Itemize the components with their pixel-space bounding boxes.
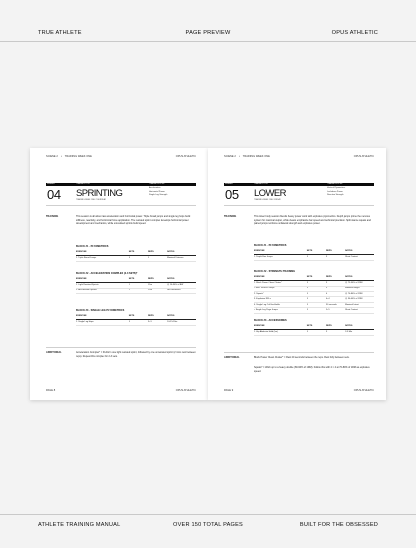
page-header [46,155,196,159]
additional-label: ADDITIONAL [224,356,240,359]
top-bar [0,0,416,42]
brand-label: OPUS ATHLETIC [175,155,196,158]
column-header: REPS [148,251,167,255]
bar-number-label: NUMBER [47,183,55,186]
page-footer [224,389,374,393]
exercise-table [254,276,374,313]
notes-cell: Maximal Intent [345,302,374,307]
column-header: SETS [129,251,148,255]
training-focus-list [149,187,167,198]
column-header: NOTES [345,250,374,254]
footer-center-label: OVER 150 TOTAL PAGES [173,522,243,528]
exercise-block [254,319,374,336]
block-title: BLOCK #1 - PLYOMETRICS [76,245,109,248]
table-row [76,256,196,261]
sets-cell: 3 [129,256,148,261]
brand-label: OPUS ATHLETIC [175,388,196,392]
breadcrumb [46,155,92,159]
reps-cell: 4+4 [326,297,345,302]
reps-cell: 4 [326,292,345,297]
column-header: EXERCISE [254,250,307,254]
page-preview-left [30,148,208,400]
focus-item: Vertical Plyometrics [327,187,346,189]
header-left-label: TRUE ATHLETE [38,30,82,36]
sets-cell: 3 [129,320,148,325]
exercise-table [76,278,196,294]
exercise-block [254,270,374,314]
exercise-table [76,251,196,261]
reps-cell: 3 [326,286,345,291]
page-number: PAGE 8 [46,388,56,392]
divider [46,347,196,348]
sets-cell: 3 [307,308,326,313]
column-header: EXERCISE [76,315,129,319]
sets-cell: 3 [307,302,326,307]
column-header: SETS [129,315,148,319]
column-header: REPS [326,250,345,254]
column-header: REPS [326,276,345,280]
table-row [76,288,196,293]
additional-notes: Acceleration Complex* = Perform one light resisted sprint, followed by one unresisted sprint (2 mins rest between reps). Repeat this complex for 2-3 sets. [76,351,196,358]
column-header: NOTES [345,325,374,329]
session-subtitle: TRAINING WEEK ONE / FRIDAY [254,199,281,201]
notes-cell: @ 75-90% of 1RM [345,281,374,286]
block-title: BLOCK #3 - SINGLE LEG PLYOMETRICS [76,309,125,312]
table-row [76,320,196,325]
column-header: EXERCISE [254,325,307,329]
bar-focus-label: TRAINING FOCUS [327,183,343,186]
training-description: This session is all about raw acceleration and horizontal power. Triple broad jumps and single leg hops build stiffness, reactivity, and horizontal force application. The resisted sprint complex develops horizontal power development and mechanics, while unresisted sprints build speed. [76,215,191,226]
sets-cell: 3 [307,330,326,335]
exercise-cell: 2. Acceleration Sprints [76,288,129,293]
notes-cell: Short Contact [345,308,374,313]
training-label: TRAINING [224,215,237,218]
brand-label: OPUS ATHLETIC [353,388,374,392]
focus-item: Single Leg Strength [149,194,168,197]
session-title: LOWER [254,188,286,199]
exercise-cell: 1. Light Resisted Sprints [76,283,129,288]
notes-cell: @ 30-40% of 1RM [345,297,374,302]
exercise-table [254,250,374,260]
reps-cell: 3 [326,255,345,260]
notes-cell: Maximal Height [345,286,374,291]
notes-cell: No Resistance [167,288,196,293]
crumb-separator: • [60,155,62,158]
reps-cell: 3+3 [148,320,167,325]
sets-cell: 3 [307,286,326,291]
training-focus-list [327,187,345,198]
footer-right-label: BUILT FOR THE OBSESSED [299,522,378,528]
column-header: EXERCISE [254,276,307,280]
page-footer [46,389,196,393]
crumb-part: TRAINING WEEK ONE [242,155,270,158]
reps-cell: 15m [148,283,167,288]
exercise-cell: 1. Hip Abductor Hold (Iso) [254,330,307,335]
column-header: NOTES [345,276,374,280]
exercise-table [76,315,196,325]
focus-item: Acceleration [149,187,161,189]
additional-notes: Block Power Clean Cluster* = Rest 20 seconds between the reps. Rest fully between sets. [254,356,350,359]
breadcrumb [224,155,270,159]
focus-item: Lockdown Power [327,190,343,193]
footer-left-label: ATHLETE TRAINING MANUAL [38,522,121,528]
exercise-cell: 1. Triple Broad Jumps [76,256,129,261]
column-header: REPS [148,315,167,319]
reps-cell: 3 [326,330,345,335]
notes-cell: 2-3 Min [345,330,374,335]
bottom-bar [0,514,416,548]
sets-cell: 1 [129,283,148,288]
bar-type-label: TRAINING TYPE [76,183,90,186]
crumb-separator: • [238,155,240,158]
crumb-part: SCIENE 2 [224,155,236,158]
column-header: NOTES [167,251,196,255]
session-number: 05 [225,187,239,202]
column-header: SETS [307,325,326,329]
divider [224,352,374,353]
notes-cell: @ 10-30% of BW [167,283,196,288]
exercise-block [76,272,196,294]
sets-cell: 1 [129,288,148,293]
column-header: SETS [307,276,326,280]
exercise-cell: 2. Squats* [254,292,307,297]
table-row [254,330,374,335]
divider [224,205,374,206]
session-title: SPRINTING [76,188,123,199]
table-row [254,308,374,313]
brand-label: OPUS ATHLETIC [353,155,374,158]
column-header: NOTES [167,315,196,319]
bar-type-label: TRAINING TYPE [254,183,268,186]
block-title: BLOCK #2 - ACCELERATION COMPLEX (2-3 SETS)* [76,272,138,275]
column-header: SETS [307,250,326,254]
bar-focus-label: TRAINING FOCUS [149,183,165,186]
block-title: BLOCK #1 - PLYOMETRICS [254,244,287,247]
exercise-cell: 1. Block Power Clean Cluster* [254,281,307,286]
page-preview-right [208,148,386,400]
exercise-cell: 1. Single Leg Hops [76,320,129,325]
reps-cell: 30 seconds [326,302,345,307]
focus-item: Horizontal Power [149,190,165,193]
header-center-label: PAGE PREVIEW [185,30,231,36]
bar-number-label: NUMBER [225,183,233,186]
column-header: SETS [129,278,148,282]
column-header: EXERCISE [76,278,129,282]
page-header [224,155,374,159]
reps-cell: 3 [326,281,345,286]
additional-notes-2: Squats* = Work up to a heavy double (80-90% of 1RM). Follow this with 4 × 4 at 70-80% of 1RM as explosive speed. [254,366,370,373]
sets-cell: 3 [307,255,326,260]
sets-cell: 3 [307,281,326,286]
exercise-cell: + Max. Vertical Jumps [254,286,307,291]
exercise-cell: 1. Depth Box Jumps [254,255,307,260]
crumb-part: SCIENE 2 [46,155,58,158]
session-number: 04 [47,187,61,202]
reps-cell: 5+5 [326,308,345,313]
crumb-part: TRAINING WEEK ONE [64,155,92,158]
sets-cell: 3 [307,292,326,297]
column-header: EXERCISE [76,251,129,255]
session-subtitle: TRAINING WEEK ONE / THURSDAY [76,199,106,201]
block-title: BLOCK #2 - STRENGTH TRAINING [254,270,296,273]
hero-header-bar [224,183,374,186]
block-title: BLOCK #3 - ACCESSORIES [254,319,287,322]
divider [46,205,196,206]
exercise-block [76,245,196,262]
exercise-cell: 3. Explosive RFLs [254,297,307,302]
exercise-block [76,309,196,326]
exercise-table [254,325,374,335]
sets-cell: 3 [307,297,326,302]
table-row [254,255,374,260]
page-number: PAGE 9 [224,388,234,392]
exercise-block [254,244,374,261]
training-label: TRAINING [46,215,59,218]
training-description: This lower body session blends heavy power work with explosive plyometrics. Depth jumps prime the nervous system for maximal output, while cleans emphasize bar speed and technical precision. Split stance squats and paired jumps reinforce unilateral strength and explosive power. [254,215,371,226]
column-header: NOTES [167,278,196,282]
reps-cell: 1 [148,256,167,261]
notes-cell: @ 70-80% of 1RM [345,292,374,297]
additional-label: ADDITIONAL [46,351,62,354]
focus-item: Reactive Strength [327,194,344,197]
header-right-label: OPUS ATHLETIC [331,30,378,36]
exercise-cell: 4. Single Leg Calf Iso-Holds [254,302,307,307]
notes-cell: Short Contact [345,255,374,260]
notes-cell: 10-15-20m [167,320,196,325]
reps-cell: 15m [148,288,167,293]
column-header: REPS [326,325,345,329]
hero-header-bar [46,183,196,186]
notes-cell: Maximal Distance [167,256,196,261]
exercise-cell: + Single Leg Pogo Jumps [254,308,307,313]
column-header: REPS [148,278,167,282]
